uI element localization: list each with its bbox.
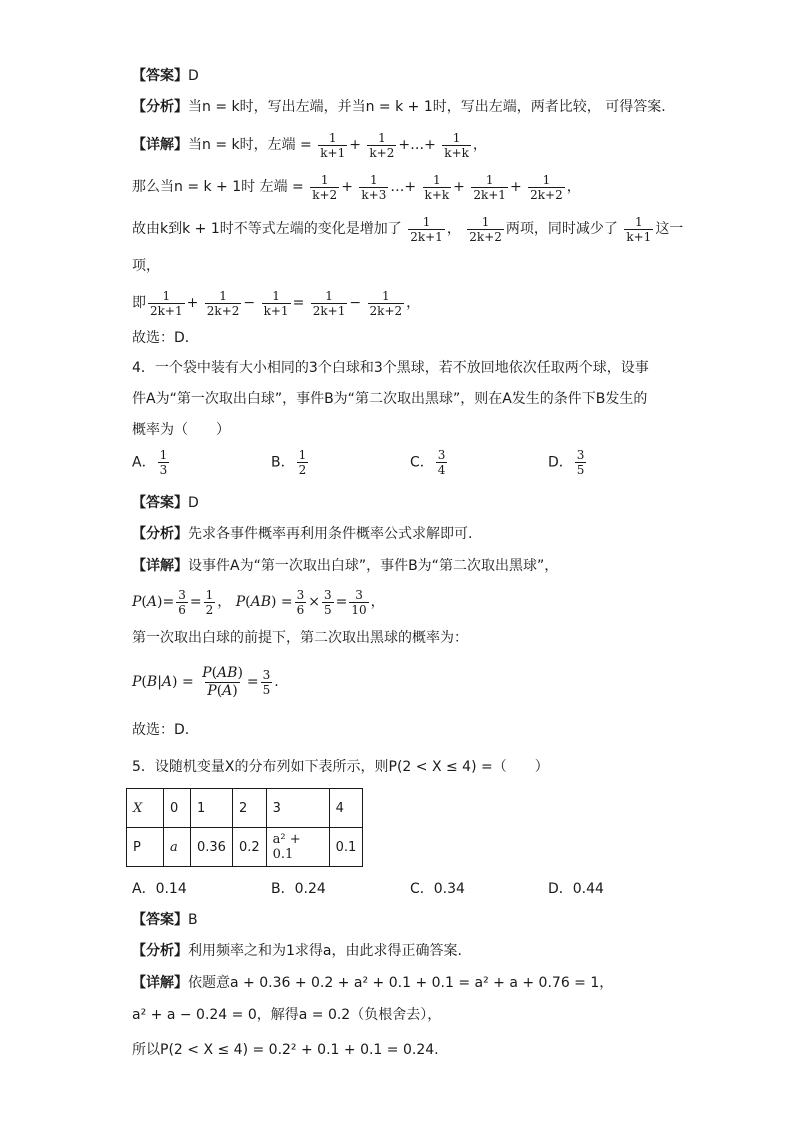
detail-tag: 【详解】 xyxy=(132,558,188,574)
fraction: $\frac{P(AB)}{P(A)}$ xyxy=(202,664,243,699)
fraction: $\frac{1}{3}$ xyxy=(159,448,168,477)
table-row xyxy=(127,828,363,867)
fraction: $\frac{3}{5}$ xyxy=(324,587,332,617)
fraction: $\frac{1}{k+1}$ xyxy=(263,288,289,318)
fraction: $\frac{1}{2k+1}$ xyxy=(312,288,346,318)
detail-text: 两项，同时减少了 xyxy=(505,221,618,237)
analysis-text: 先求各事件概率再利用条件概率公式求解即可. xyxy=(188,526,473,542)
q5-detail-line-1 xyxy=(132,973,694,993)
q4-stem-line-3 xyxy=(132,420,694,440)
option-label: C． xyxy=(410,454,434,471)
q4-detail-line-3 xyxy=(132,628,694,648)
q3-detail-line-4 xyxy=(132,256,694,276)
q3-detail-line-5: 即 $\frac{1}{2k+1}$ + $\frac{1}{2k+2}$ − $\frac{1}{k+1}$ = $\frac{1}{2k+1}$ − $\frac{1}{2k+2}$ ， xyxy=(132,288,421,318)
punctuation: ， xyxy=(566,179,581,195)
table-cell: 3 xyxy=(266,789,329,828)
q4-option-a xyxy=(132,448,171,477)
table-cell: P xyxy=(127,828,164,867)
analysis-text: 利用频率之和为1求得a，由此求得正确答案. xyxy=(188,943,462,959)
q3-analysis xyxy=(132,97,694,117)
detail-text: a² + a − 0.24 = 0，解得a = 0.2（负根舍去）， xyxy=(132,1007,442,1023)
option-label: B． xyxy=(271,454,295,471)
answer-tag: 【答案】 xyxy=(132,912,188,928)
answer-value: D xyxy=(188,68,199,84)
table-cell: 2 xyxy=(232,789,266,828)
fraction: $\frac{1}{2k+1}$ xyxy=(150,288,183,318)
q4-option-b xyxy=(271,448,310,477)
q5-option-d: D．0.44 xyxy=(548,881,604,897)
q4-detail-line-1 xyxy=(132,556,694,576)
distribution-table xyxy=(126,788,363,867)
q3-conclusion xyxy=(132,328,694,348)
table-cell: 4 xyxy=(329,789,363,828)
answer-tag: 【答案】 xyxy=(132,68,188,84)
q4-stem-line-2 xyxy=(132,389,694,409)
analysis-tag: 【分析】 xyxy=(132,99,188,115)
detail-tag: 【详解】 xyxy=(132,137,188,153)
q5-answer xyxy=(132,910,694,930)
detail-text: 依题意a + 0.36 + 0.2 + a² + 0.1 + 0.1 = a² + a + 0.76 = 1， xyxy=(188,975,614,991)
q4-stem-line-1 xyxy=(132,358,694,378)
detail-text: 第一次取出白球的前提下，第二次取出黑球的概率为： xyxy=(132,630,468,646)
q5-analysis xyxy=(132,941,694,961)
question-text: 5．设随机变量X的分布列如下表所示，则P(2 < X ≤ 4) =（ ） xyxy=(132,759,549,775)
q4-option-d xyxy=(548,448,588,477)
detail-text: 项， xyxy=(132,258,160,274)
table-cell: a xyxy=(164,828,191,867)
table-cell: 1 xyxy=(191,789,233,828)
detail-text: 所以P(2 < X ≤ 4) = 0.2² + 0.1 + 0.1 = 0.24. xyxy=(132,1042,439,1058)
q4-detail-line-2: P(A)= $\frac{3}{6}$ = $\frac{1}{2}$ ， P(AB) = $\frac{3}{6}$ × $\frac{3}{5}$ = $\frac{3}{10}$ ， xyxy=(132,587,385,617)
q4-conclusion xyxy=(132,720,694,740)
q3-detail-line-1: 【详解】当n = k时，左端 = $\frac{1}{k+1}$ + $\frac{1}{k+2}$ +…+ $\frac{1}{k+k}$ ， xyxy=(132,130,487,160)
analysis-tag: 【分析】 xyxy=(132,943,188,959)
q3-detail-line-3: 故由k到k + 1时不等式左端的变化是增加了 $\frac{1}{2k+1}$ ， $\frac{1}{2k+2}$ 两项，同时减少了 $\frac{1}{k+1}$ 这一 xyxy=(132,214,684,244)
fraction: $\frac{3}{5}$ xyxy=(262,667,271,697)
fraction: $\frac{3}{10}$ xyxy=(351,587,367,617)
table-row xyxy=(127,789,363,828)
q4-option-c xyxy=(410,448,449,477)
analysis-tag: 【分析】 xyxy=(132,526,188,542)
fraction: $\frac{3}{6}$ xyxy=(178,587,186,617)
detail-tag: 【详解】 xyxy=(132,975,188,991)
fraction: $\frac{1}{2}$ xyxy=(298,448,307,477)
punctuation: ， xyxy=(472,137,487,153)
fraction: $\frac{3}{4}$ xyxy=(437,448,446,477)
detail-text: 即 xyxy=(132,295,146,311)
answer-value: B xyxy=(188,912,198,928)
fraction: $\frac{1}{2}$ xyxy=(205,587,214,617)
fraction: $\frac{1}{k+k}$ xyxy=(444,130,469,160)
q4-detail-line-4: P(B|A) = $\frac{P(AB)}{P(A)}$ = $\frac{3}{5}$ . xyxy=(132,664,279,699)
fraction: $\frac{1}{k+3}$ xyxy=(361,172,387,202)
conclusion-text: 故选：D． xyxy=(132,330,199,346)
detail-text: 当n = k时，左端 = xyxy=(188,137,312,153)
detail-text: 这一 xyxy=(655,221,684,237)
fraction: $\frac{1}{2k+2}$ xyxy=(369,288,403,318)
table-cell: 0.1 xyxy=(329,828,363,867)
detail-text: 故由k到k + 1时不等式左端的变化是增加了 xyxy=(132,221,402,237)
fraction: $\frac{1}{2k+2}$ xyxy=(530,172,563,202)
fraction: $\frac{1}{k+1}$ xyxy=(626,214,652,244)
fraction: $\frac{1}{k+2}$ xyxy=(369,130,395,160)
detail-text: 那么当n = k + 1时 左端 = xyxy=(132,179,304,195)
table-cell: a² + 0.1 xyxy=(266,828,329,867)
fraction: $\frac{1}{2k+2}$ xyxy=(469,214,502,244)
punctuation: ， xyxy=(406,295,421,311)
q3-detail-line-2: 那么当n = k + 1时 左端 = $\frac{1}{k+2}$ + $\frac{1}{k+3}$ …+ $\frac{1}{k+k}$ + $\frac{1}{2k+1}$ + $\frac{1}{2k+2}$ ， xyxy=(132,172,581,202)
fraction: $\frac{3}{6}$ xyxy=(296,587,305,617)
option-label: D． xyxy=(548,454,573,471)
q5-option-a: A．0.14 xyxy=(132,881,187,897)
question-text: 概率为（ ） xyxy=(132,422,230,438)
q5-detail-line-3 xyxy=(132,1040,694,1060)
answer-value: D xyxy=(188,495,199,511)
fraction: $\frac{1}{2k+2}$ xyxy=(206,288,240,318)
fraction: $\frac{1}{2k+1}$ xyxy=(473,172,506,202)
option-label: A． xyxy=(132,454,156,471)
table-cell: 0.36 xyxy=(191,828,233,867)
q3-answer xyxy=(132,66,694,86)
fraction: $\frac{1}{k+1}$ xyxy=(320,130,346,160)
q5-stem xyxy=(132,757,694,777)
fraction: $\frac{1}{k+k}$ xyxy=(424,172,450,202)
q5-option-b: B．0.24 xyxy=(271,881,326,897)
q5-detail-line-2 xyxy=(132,1005,694,1025)
table-cell: 0.2 xyxy=(232,828,266,867)
fraction: $\frac{1}{2k+1}$ xyxy=(410,214,443,244)
analysis-text: 当n = k时，写出左端，并当n = k + 1时，写出左端，两者比较， 可得答案. xyxy=(188,99,666,115)
q5-option-c: C．0.34 xyxy=(410,881,465,897)
table-cell: X xyxy=(127,789,164,828)
conclusion-text: 故选：D. xyxy=(132,722,190,738)
answer-tag: 【答案】 xyxy=(132,495,188,511)
detail-text: 设事件A为“第一次取出白球”，事件B为“第二次取出黑球”， xyxy=(188,558,559,574)
q4-analysis xyxy=(132,524,694,544)
fraction: $\frac{3}{5}$ xyxy=(576,448,585,477)
fraction: $\frac{1}{k+2}$ xyxy=(312,172,338,202)
question-text: 4．一个袋中装有大小相同的3个白球和3个黑球，若不放回地依次任取两个球，设事 xyxy=(132,360,649,376)
q4-answer xyxy=(132,493,694,513)
table-cell: 0 xyxy=(164,789,191,828)
question-text: 件A为“第一次取出白球”，事件B为“第二次取出黑球”，则在A发生的条件下B发生的 xyxy=(132,391,648,407)
